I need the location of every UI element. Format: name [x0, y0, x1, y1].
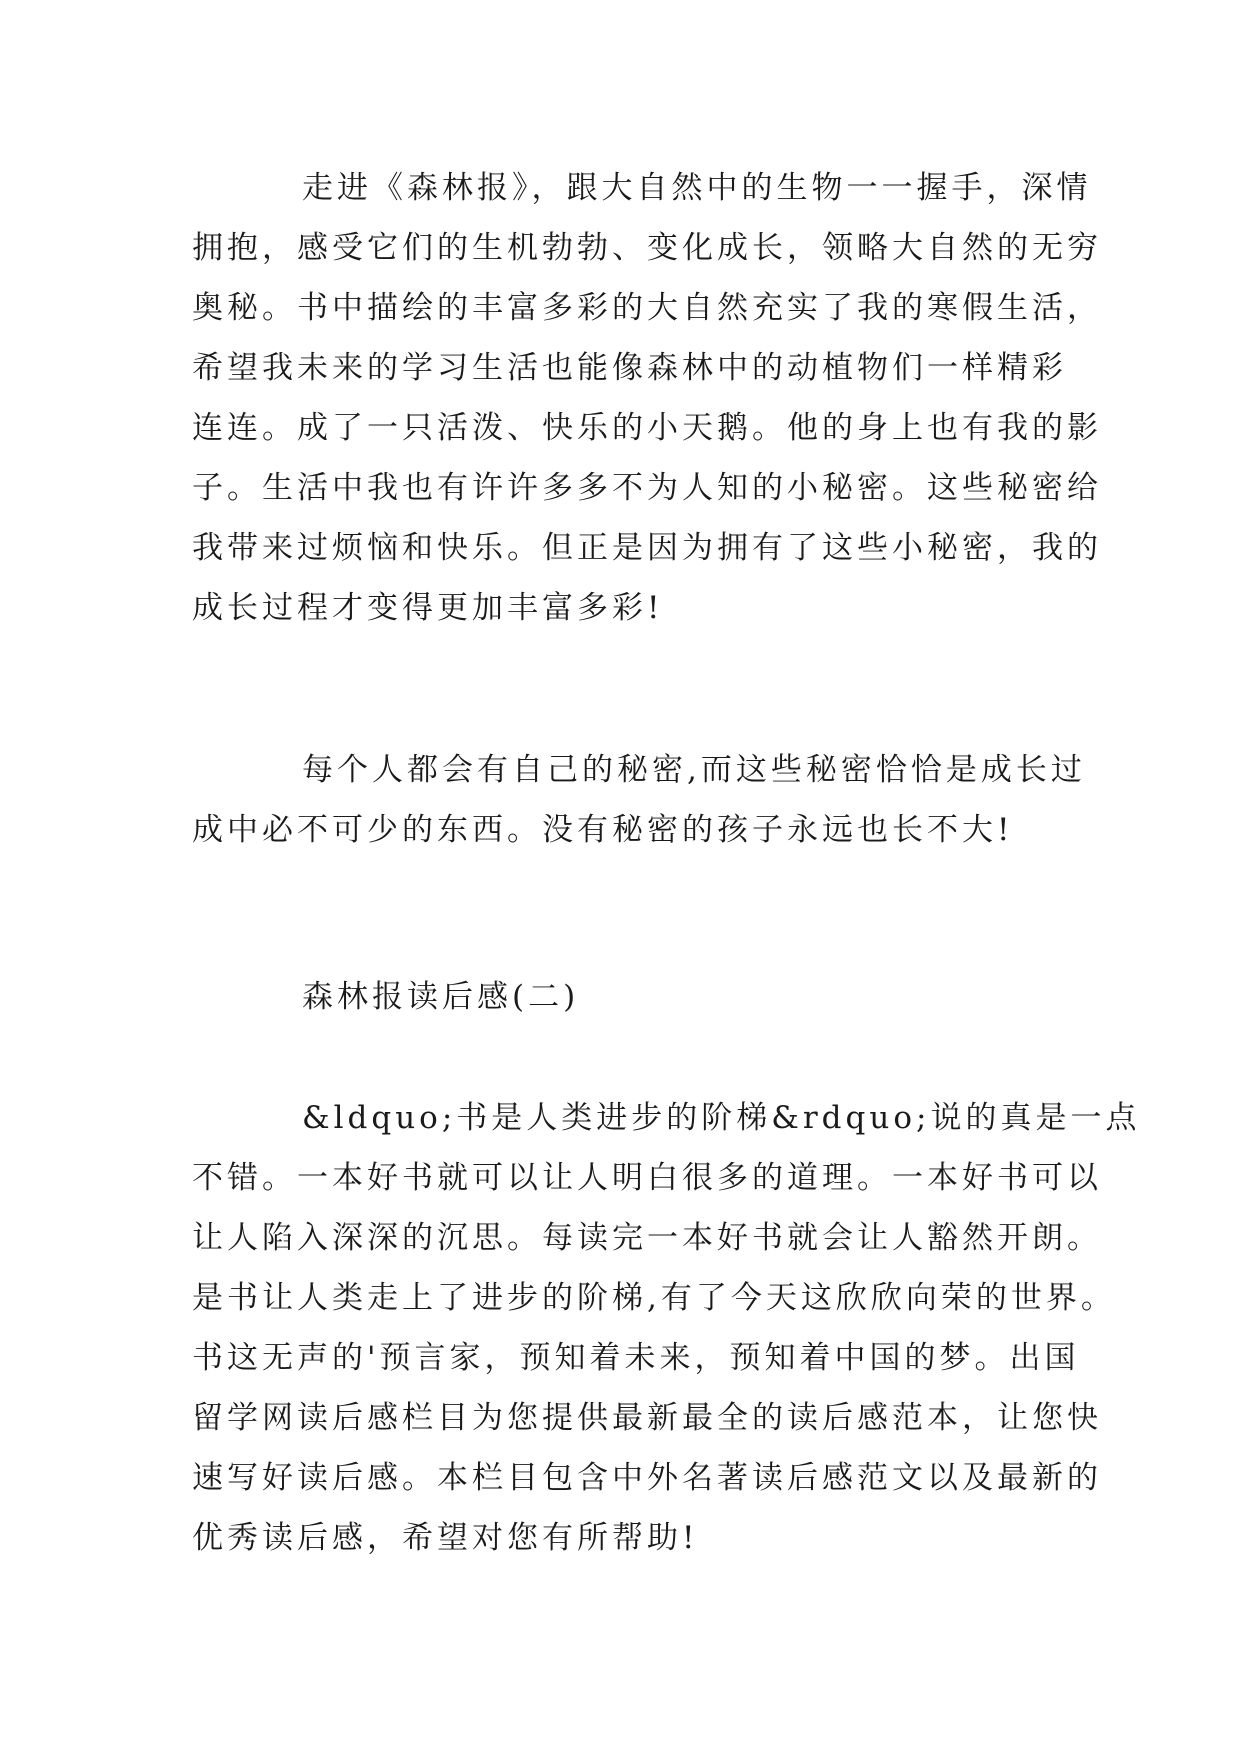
text-line: 成长过程才变得更加丰富多彩! — [192, 590, 664, 626]
text-line: 成中必不可少的东西。没有秘密的孩子永远也长不大! — [192, 812, 1014, 848]
text-line: &ldquo;书是人类进步的阶梯&rdquo;说的真是一点 — [302, 1100, 1141, 1136]
text-line: 让人陷入深深的沉思。每读完一本好书就会让人豁然开朗。 — [192, 1220, 1102, 1256]
text-line: 连连。成了一只活泼、快乐的小天鹅。他的身上也有我的影 — [192, 410, 1102, 446]
text-line: 拥抱，感受它们的生机勃勃、变化成长，领略大自然的无穷 — [192, 230, 1102, 266]
paragraph-2 — [192, 740, 1086, 860]
text-line: 我带来过烦恼和快乐。但正是因为拥有了这些小秘密，我的 — [192, 530, 1102, 566]
section-heading — [192, 967, 1062, 1027]
text-line: 优秀读后感，希望对您有所帮助! — [192, 1520, 699, 1556]
paragraph-1 — [192, 158, 1102, 638]
text-line: 书这无声的'预言家，预知着未来，预知着中国的梦。出国 — [192, 1340, 1080, 1376]
text-line: 留学网读后感栏目为您提供最新最全的读后感范本，让您快 — [192, 1400, 1102, 1436]
text-line: 希望我未来的学习生活也能像森林中的动植物们一样精彩 — [192, 350, 1067, 386]
text-line: 子。生活中我也有许许多多不为人知的小秘密。这些秘密给 — [192, 470, 1102, 506]
text-line: 不错。一本好书就可以让人明白很多的道理。一本好书可以 — [192, 1160, 1102, 1196]
paragraph-3 — [192, 1088, 1141, 1568]
text-line: 是书让人类走上了进步的阶梯,有了今天这欣欣向荣的世界。 — [192, 1280, 1116, 1316]
heading-text: 森林报读后感(二) — [302, 979, 580, 1015]
text-line: 每个人都会有自己的秘密,而这些秘密恰恰是成长过 — [302, 752, 1086, 788]
text-line: 走进《森林报》，跟大自然中的生物一一握手，深情 — [302, 170, 1092, 206]
text-line: 奥秘。书中描绘的丰富多彩的大自然充实了我的寒假生活， — [192, 290, 1102, 326]
text-line: 速写好读后感。本栏目包含中外名著读后感范文以及最新的 — [192, 1460, 1102, 1496]
